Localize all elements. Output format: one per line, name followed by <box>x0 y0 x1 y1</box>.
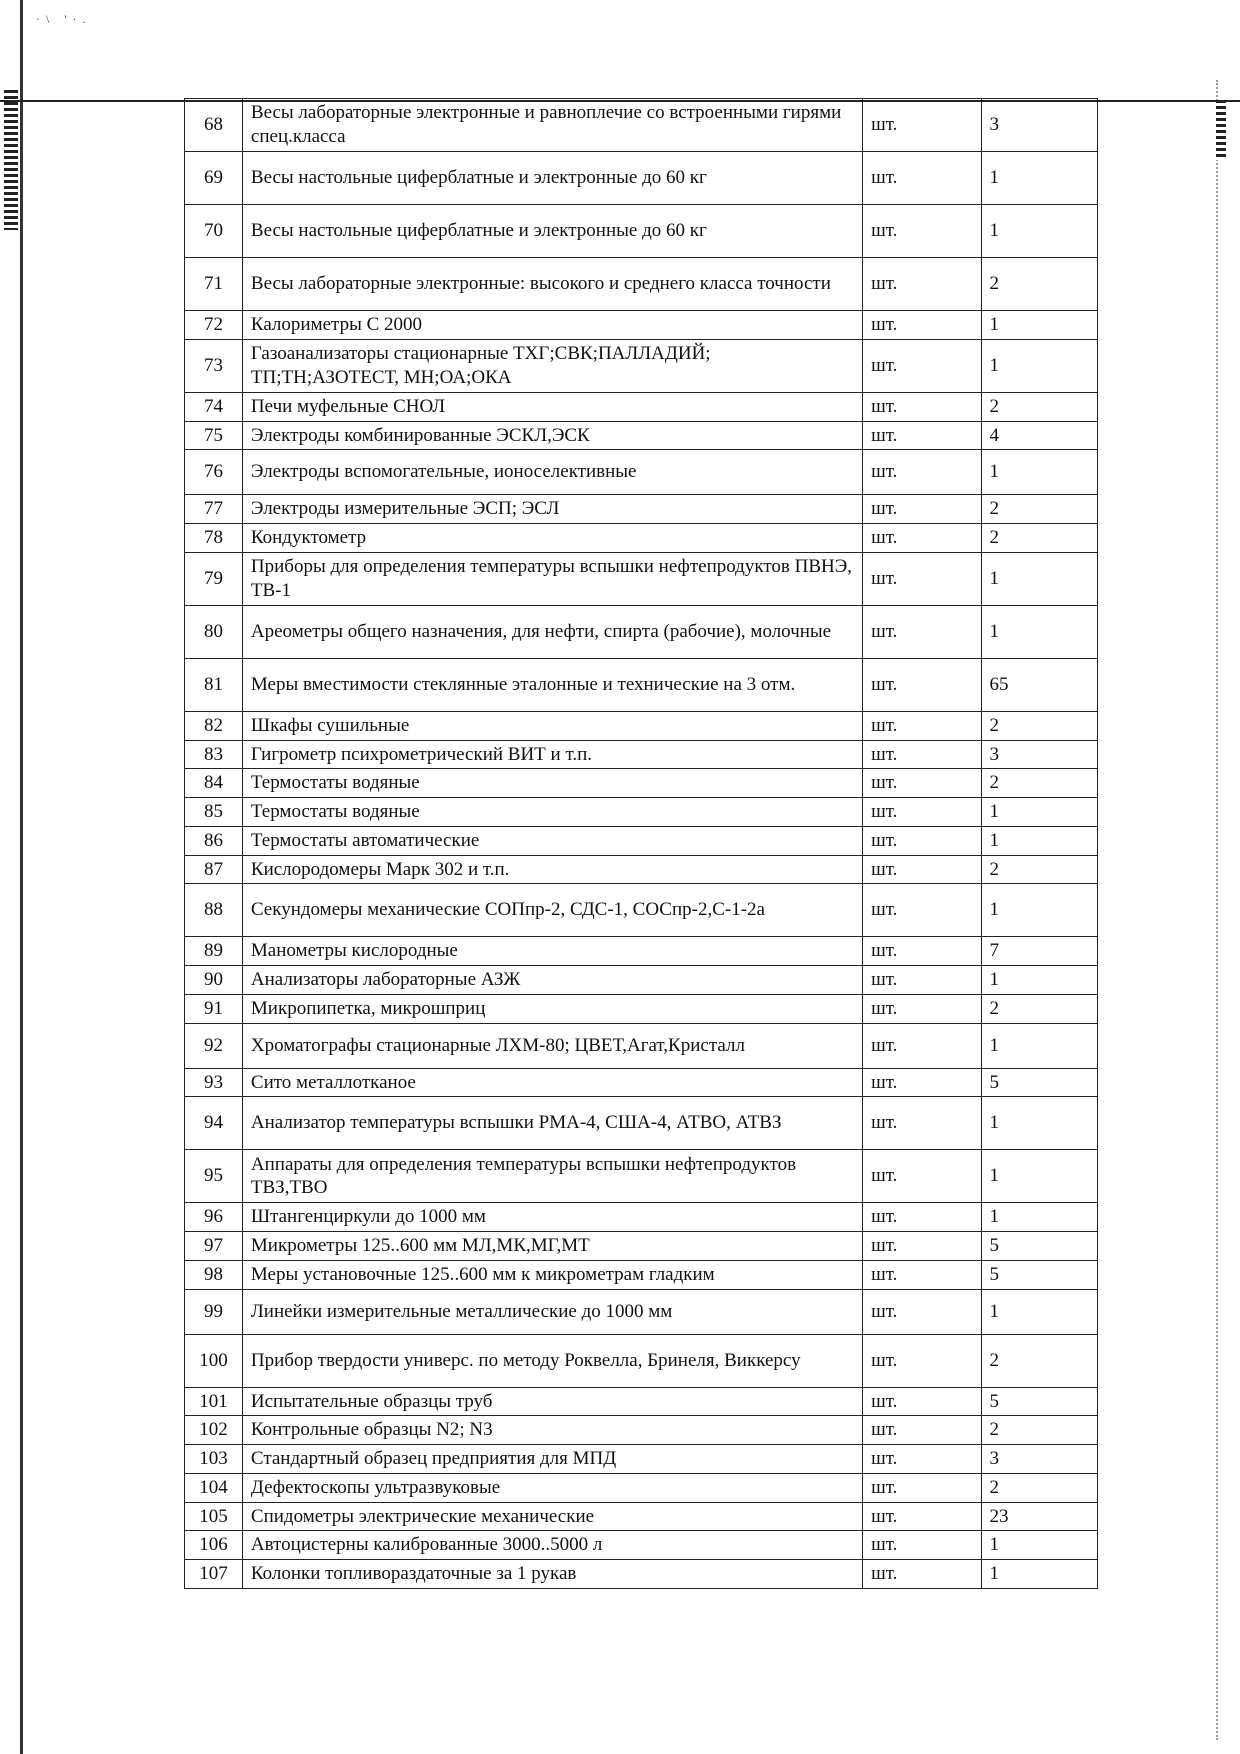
row-number: 96 <box>185 1203 243 1232</box>
row-number: 103 <box>185 1445 243 1474</box>
equipment-table-body <box>185 99 1098 1589</box>
row-unit: шт. <box>863 769 981 798</box>
row-number: 87 <box>185 855 243 884</box>
table-row <box>185 711 1098 740</box>
row-number: 84 <box>185 769 243 798</box>
row-name: Микрометры 125..600 мм МЛ,МК,МГ,МТ <box>242 1232 862 1261</box>
row-unit: шт. <box>863 1289 981 1334</box>
row-quantity: 1 <box>981 966 1097 995</box>
table-row <box>185 1445 1098 1474</box>
row-quantity: 1 <box>981 884 1097 937</box>
row-unit: шт. <box>863 1260 981 1289</box>
row-quantity: 2 <box>981 524 1097 553</box>
row-unit: шт. <box>863 524 981 553</box>
row-name: Хроматографы стационарные ЛХМ-80; ЦВЕТ,Агат,Кристалл <box>242 1023 862 1068</box>
table-row <box>185 311 1098 340</box>
table-row <box>185 1334 1098 1387</box>
row-name: Калориметры С 2000 <box>242 311 862 340</box>
row-name: Весы лабораторные электронные и равноплечие со встроенными гирями спец.класса <box>242 99 862 152</box>
row-name: Линейки измерительные металлические до 1000 мм <box>242 1289 862 1334</box>
row-quantity: 2 <box>981 495 1097 524</box>
row-name: Приборы для определения температуры вспышки нефтепродуктов ПВНЭ, ТВ-1 <box>242 552 862 605</box>
row-quantity: 1 <box>981 1531 1097 1560</box>
table-row <box>185 1023 1098 1068</box>
row-name: Электроды измерительные ЭСП; ЭСЛ <box>242 495 862 524</box>
table-row <box>185 769 1098 798</box>
table-row <box>185 524 1098 553</box>
row-quantity: 5 <box>981 1068 1097 1097</box>
row-number: 94 <box>185 1097 243 1150</box>
row-quantity: 2 <box>981 392 1097 421</box>
row-number: 71 <box>185 258 243 311</box>
row-number: 70 <box>185 205 243 258</box>
row-unit: шт. <box>863 994 981 1023</box>
row-unit: шт. <box>863 1445 981 1474</box>
row-name: Дефектоскопы ультразвуковые <box>242 1473 862 1502</box>
row-name: Меры установочные 125..600 мм к микрометрам гладким <box>242 1260 862 1289</box>
row-unit: шт. <box>863 1560 981 1589</box>
row-name: Анализатор температуры вспышки РМА-4, США-4, АТВО, АТВЗ <box>242 1097 862 1150</box>
table-row <box>185 937 1098 966</box>
row-number: 77 <box>185 495 243 524</box>
row-number: 80 <box>185 605 243 658</box>
table-row <box>185 855 1098 884</box>
row-number: 88 <box>185 884 243 937</box>
row-name: Колонки топливораздаточные за 1 рукав <box>242 1560 862 1589</box>
row-number: 83 <box>185 740 243 769</box>
row-unit: шт. <box>863 1473 981 1502</box>
row-name: Термостаты водяные <box>242 798 862 827</box>
row-number: 98 <box>185 1260 243 1289</box>
table-row <box>185 205 1098 258</box>
row-name: Секундомеры механические СОПпр-2, СДС-1, СОСпр-2,С-1-2а <box>242 884 862 937</box>
row-name: Стандартный образец предприятия для МПД <box>242 1445 862 1474</box>
row-quantity: 23 <box>981 1502 1097 1531</box>
row-quantity: 65 <box>981 658 1097 711</box>
row-name: Термостаты водяные <box>242 769 862 798</box>
row-unit: шт. <box>863 1097 981 1150</box>
row-number: 75 <box>185 421 243 450</box>
table-row <box>185 994 1098 1023</box>
table-row <box>185 798 1098 827</box>
table-row <box>185 1068 1098 1097</box>
row-number: 74 <box>185 392 243 421</box>
row-quantity: 3 <box>981 99 1097 152</box>
row-unit: шт. <box>863 1531 981 1560</box>
table-row <box>185 392 1098 421</box>
row-unit: шт. <box>863 495 981 524</box>
table-row <box>185 1150 1098 1203</box>
row-unit: шт. <box>863 1387 981 1416</box>
row-quantity: 3 <box>981 1445 1097 1474</box>
equipment-table <box>184 98 1098 1589</box>
row-number: 89 <box>185 937 243 966</box>
row-quantity: 3 <box>981 740 1097 769</box>
table-row <box>185 740 1098 769</box>
row-quantity: 1 <box>981 605 1097 658</box>
row-number: 93 <box>185 1068 243 1097</box>
table-row <box>185 1560 1098 1589</box>
table-row <box>185 1289 1098 1334</box>
row-unit: шт. <box>863 1150 981 1203</box>
row-number: 76 <box>185 450 243 495</box>
row-unit: шт. <box>863 1232 981 1261</box>
row-quantity: 5 <box>981 1387 1097 1416</box>
row-unit: шт. <box>863 1023 981 1068</box>
row-number: 90 <box>185 966 243 995</box>
table-row <box>185 826 1098 855</box>
row-unit: шт. <box>863 740 981 769</box>
row-quantity: 1 <box>981 552 1097 605</box>
row-quantity: 2 <box>981 994 1097 1023</box>
row-quantity: 1 <box>981 1023 1097 1068</box>
row-name: Контрольные образцы N2; N3 <box>242 1416 862 1445</box>
row-unit: шт. <box>863 258 981 311</box>
row-quantity: 2 <box>981 1416 1097 1445</box>
row-name: Прибор твердости универс. по методу Роквелла, Бринеля, Виккерсу <box>242 1334 862 1387</box>
row-name: Весы настольные циферблатные и электронные до 60 кг <box>242 205 862 258</box>
row-number: 99 <box>185 1289 243 1334</box>
row-unit: шт. <box>863 1068 981 1097</box>
table-row <box>185 152 1098 205</box>
row-unit: шт. <box>863 392 981 421</box>
row-unit: шт. <box>863 1502 981 1531</box>
row-number: 73 <box>185 339 243 392</box>
table-row <box>185 605 1098 658</box>
row-name: Анализаторы лабораторные АЗЖ <box>242 966 862 995</box>
row-number: 85 <box>185 798 243 827</box>
row-name: Спидометры электрические механические <box>242 1502 862 1531</box>
row-unit: шт. <box>863 884 981 937</box>
row-name: Штангенциркули до 1000 мм <box>242 1203 862 1232</box>
row-number: 78 <box>185 524 243 553</box>
row-quantity: 2 <box>981 1473 1097 1502</box>
row-unit: шт. <box>863 937 981 966</box>
row-quantity: 1 <box>981 826 1097 855</box>
row-number: 86 <box>185 826 243 855</box>
row-number: 69 <box>185 152 243 205</box>
row-name: Микропипетка, микрошприц <box>242 994 862 1023</box>
table-row <box>185 495 1098 524</box>
row-unit: шт. <box>863 552 981 605</box>
row-unit: шт. <box>863 99 981 152</box>
row-unit: шт. <box>863 658 981 711</box>
table-row <box>185 258 1098 311</box>
row-number: 106 <box>185 1531 243 1560</box>
row-quantity: 1 <box>981 311 1097 340</box>
row-unit: шт. <box>863 826 981 855</box>
row-unit: шт. <box>863 1416 981 1445</box>
row-unit: шт. <box>863 450 981 495</box>
row-unit: шт. <box>863 152 981 205</box>
table-row <box>185 1232 1098 1261</box>
row-quantity: 5 <box>981 1260 1097 1289</box>
row-name: Гигрометр психрометрический ВИТ и т.п. <box>242 740 862 769</box>
table-row <box>185 884 1098 937</box>
row-name: Печи муфельные СНОЛ <box>242 392 862 421</box>
table-row <box>185 1473 1098 1502</box>
row-quantity: 5 <box>981 1232 1097 1261</box>
row-number: 104 <box>185 1473 243 1502</box>
row-number: 81 <box>185 658 243 711</box>
row-unit: шт. <box>863 1203 981 1232</box>
scan-left-marks <box>4 90 18 230</box>
row-number: 105 <box>185 1502 243 1531</box>
row-quantity: 4 <box>981 421 1097 450</box>
row-number: 100 <box>185 1334 243 1387</box>
row-unit: шт. <box>863 798 981 827</box>
table-row <box>185 552 1098 605</box>
table-row <box>185 99 1098 152</box>
row-number: 92 <box>185 1023 243 1068</box>
row-name: Весы лабораторные электронные: высокого и среднего класса точности <box>242 258 862 311</box>
row-number: 91 <box>185 994 243 1023</box>
row-quantity: 1 <box>981 152 1097 205</box>
row-name: Термостаты автоматические <box>242 826 862 855</box>
table-row <box>185 1531 1098 1560</box>
row-unit: шт. <box>863 339 981 392</box>
scan-left-border <box>20 0 23 1754</box>
row-unit: шт. <box>863 311 981 340</box>
table-row <box>185 1260 1098 1289</box>
table-row <box>185 1416 1098 1445</box>
row-quantity: 1 <box>981 1150 1097 1203</box>
scan-right-marks <box>1216 80 1232 1740</box>
row-name: Автоцистерны калиброванные 3000..5000 л <box>242 1531 862 1560</box>
row-unit: шт. <box>863 711 981 740</box>
row-unit: шт. <box>863 855 981 884</box>
row-quantity: 1 <box>981 1289 1097 1334</box>
row-name: Шкафы сушильные <box>242 711 862 740</box>
row-number: 79 <box>185 552 243 605</box>
row-number: 95 <box>185 1150 243 1203</box>
row-unit: шт. <box>863 605 981 658</box>
row-quantity: 2 <box>981 769 1097 798</box>
row-quantity: 2 <box>981 258 1097 311</box>
row-unit: шт. <box>863 966 981 995</box>
table-row <box>185 450 1098 495</box>
table-row <box>185 1502 1098 1531</box>
row-name: Меры вместимости стеклянные эталонные и технические на 3 отм. <box>242 658 862 711</box>
row-name: Сито металлотканое <box>242 1068 862 1097</box>
row-quantity: 2 <box>981 711 1097 740</box>
table-row <box>185 966 1098 995</box>
row-quantity: 2 <box>981 855 1097 884</box>
row-number: 82 <box>185 711 243 740</box>
table-row <box>185 339 1098 392</box>
row-number: 102 <box>185 1416 243 1445</box>
row-unit: шт. <box>863 421 981 450</box>
row-name: Ареометры общего назначения, для нефти, спирта (рабочие), молочные <box>242 605 862 658</box>
row-number: 101 <box>185 1387 243 1416</box>
row-name: Манометры кислородные <box>242 937 862 966</box>
row-name: Электроды комбинированные ЭСКЛ,ЭСК <box>242 421 862 450</box>
row-unit: шт. <box>863 205 981 258</box>
table-row <box>185 1097 1098 1150</box>
row-quantity: 1 <box>981 205 1097 258</box>
row-quantity: 1 <box>981 1560 1097 1589</box>
row-name: Электроды вспомогательные, ионоселективные <box>242 450 862 495</box>
row-name: Аппараты для определения температуры вспышки нефтепродуктов ТВЗ,ТВО <box>242 1150 862 1203</box>
row-name: Кондуктометр <box>242 524 862 553</box>
row-number: 68 <box>185 99 243 152</box>
row-name: Газоанализаторы стационарные ТХГ;СВК;ПАЛЛАДИЙ; ТП;ТН;АЗОТЕСТ, МН;ОА;ОКА <box>242 339 862 392</box>
row-quantity: 1 <box>981 1097 1097 1150</box>
row-number: 97 <box>185 1232 243 1261</box>
row-quantity: 1 <box>981 1203 1097 1232</box>
row-quantity: 1 <box>981 450 1097 495</box>
row-number: 72 <box>185 311 243 340</box>
row-unit: шт. <box>863 1334 981 1387</box>
row-quantity: 2 <box>981 1334 1097 1387</box>
row-number: 107 <box>185 1560 243 1589</box>
row-quantity: 1 <box>981 339 1097 392</box>
table-row <box>185 1387 1098 1416</box>
table-row <box>185 1203 1098 1232</box>
row-name: Кислородомеры Марк 302 и т.п. <box>242 855 862 884</box>
row-quantity: 7 <box>981 937 1097 966</box>
row-name: Весы настольные циферблатные и электронные до 60 кг <box>242 152 862 205</box>
table-row <box>185 658 1098 711</box>
row-name: Испытательные образцы труб <box>242 1387 862 1416</box>
row-quantity: 1 <box>981 798 1097 827</box>
scan-specks: ·\ '·. <box>36 12 92 26</box>
table-row <box>185 421 1098 450</box>
